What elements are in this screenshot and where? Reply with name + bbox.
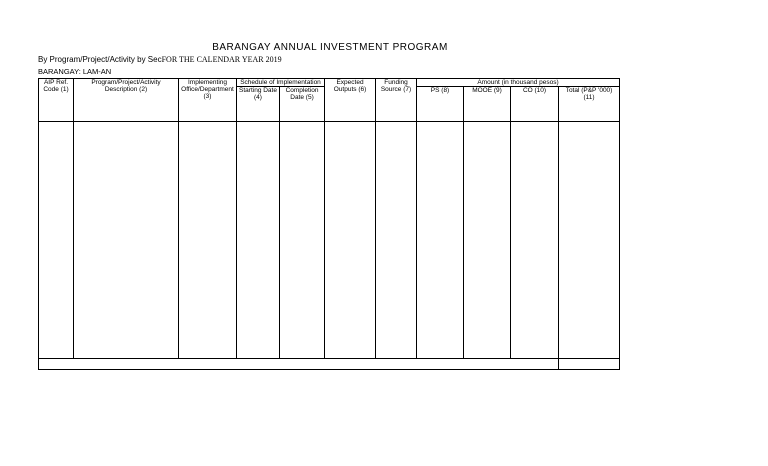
header-schedule: Schedule of Implementation [237, 79, 325, 87]
header-funding-source: Funding Source (7) [376, 79, 417, 122]
table-cell [325, 122, 376, 359]
total-value-cell [559, 359, 620, 370]
header-amount: Amount (in thousand pesos) [417, 79, 620, 87]
table-cell [417, 122, 464, 359]
table-cell [559, 122, 620, 359]
calendar-year: FOR THE CALENDAR YEAR 2019 [161, 55, 282, 64]
table-cell [237, 122, 280, 359]
header-ps: PS (8) [417, 87, 464, 122]
table-cell [179, 122, 237, 359]
total-row [39, 359, 620, 370]
header-starting-date: Starting Date (4) [237, 87, 280, 122]
table-cell [39, 122, 74, 359]
table-cell [280, 122, 325, 359]
header-total: Total (P&P '000) (11) [559, 87, 620, 122]
table-cell [464, 122, 511, 359]
header-completion-date: Completion Date (5) [280, 87, 325, 122]
header-implementing-office: Implementing Office/Department (3) [179, 79, 237, 122]
barangay-label: BARANGAY: LAM-AN [38, 67, 112, 76]
table-cell [74, 122, 179, 359]
total-label-cell [39, 359, 559, 370]
subtitle-line [38, 55, 282, 64]
header-description: Program/Project/Activity Description (2) [74, 79, 179, 122]
page-title: BARANGAY ANNUAL INVESTMENT PROGRAM [212, 42, 448, 53]
header-co: CO (10) [511, 87, 559, 122]
header-expected-outputs: Expected Outputs (6) [325, 79, 376, 122]
aip-table [38, 78, 620, 370]
header-aip-ref-code: AIP Ref. Code (1) [39, 79, 74, 122]
table-row [39, 122, 620, 359]
table-cell [376, 122, 417, 359]
by-label: By Program/Project/Activity by Sec [38, 55, 162, 64]
table-cell [511, 122, 559, 359]
header-mooe: MOOE (9) [464, 87, 511, 122]
